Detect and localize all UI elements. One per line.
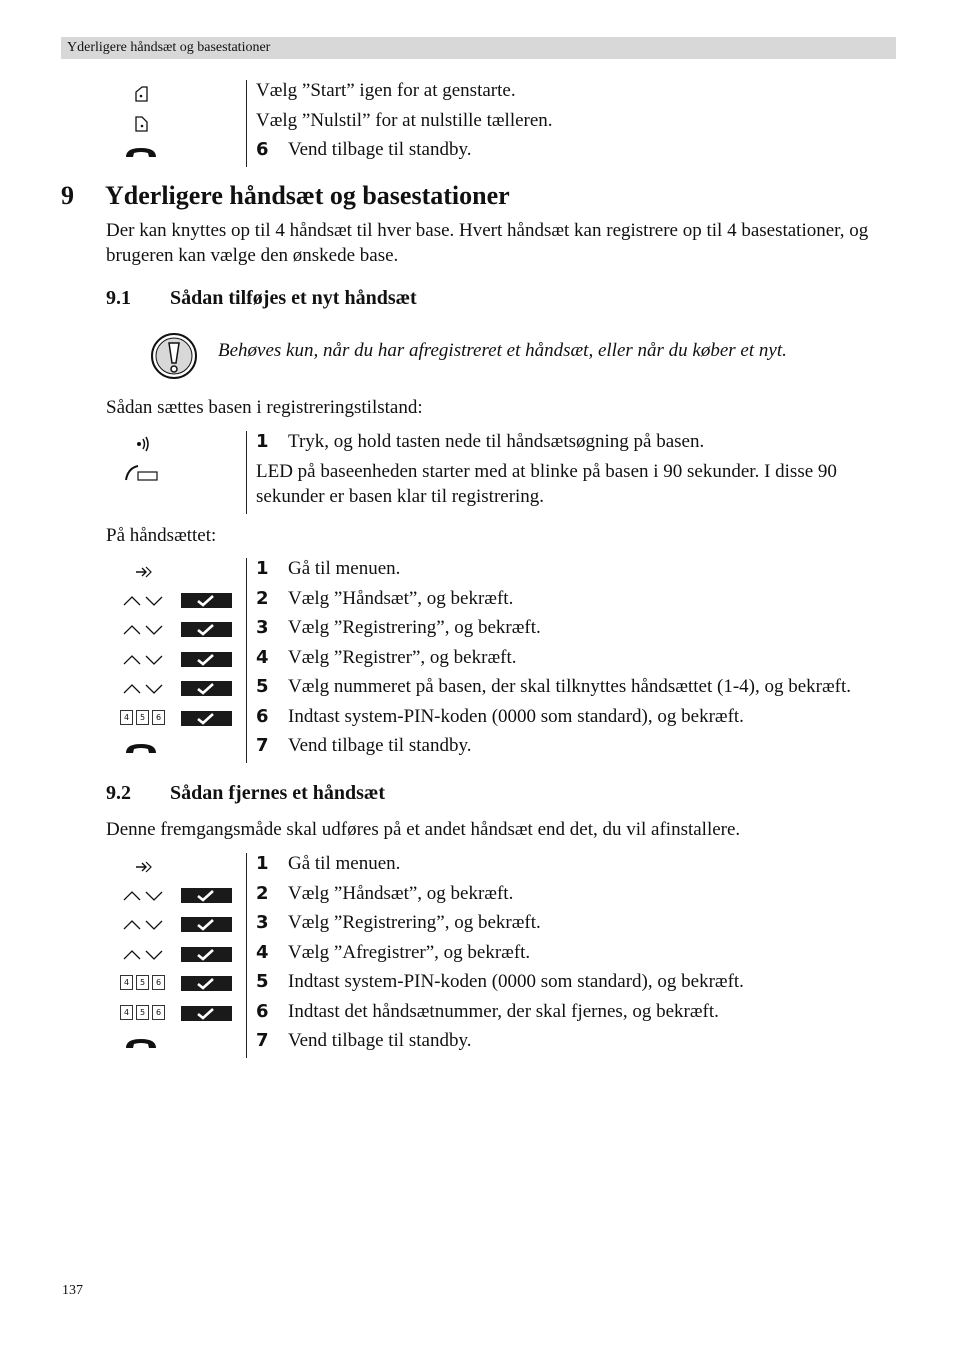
confirm-key-icon: [181, 652, 232, 667]
confirm-key-icon: [181, 622, 232, 637]
step-row: [106, 459, 896, 514]
step-number: 4: [256, 941, 269, 963]
digit-key: 6: [152, 710, 165, 725]
step-row: [106, 999, 896, 1029]
handset-base-icon: [124, 464, 160, 482]
digit-key: 4: [120, 1005, 133, 1020]
end-call-icon: [124, 1036, 158, 1052]
step-text: Gå til menuen.: [288, 558, 401, 579]
step-row: [106, 881, 896, 911]
digit-keys-icon: [120, 1005, 170, 1020]
step-number: 6: [256, 705, 269, 727]
step-row: [106, 586, 896, 616]
page-number: 137: [62, 1283, 83, 1298]
step-text: Vælg ”Registrering”, og bekræft.: [288, 912, 541, 933]
up-down-arrows-icon: [122, 594, 166, 608]
confirm-key-icon: [181, 888, 232, 903]
confirm-key-icon: [181, 711, 232, 726]
subsection-intro: Denne fremgangsmåde skal udføres på et andet håndsæt end det, du vil afinstallere.: [106, 819, 741, 840]
step-row: [106, 910, 896, 940]
step-number: 1: [256, 558, 269, 579]
subsection-number: 9.2: [106, 782, 131, 804]
step-number: 4: [256, 646, 269, 668]
digit-key: 6: [152, 1005, 165, 1020]
up-down-arrows-icon: [122, 918, 166, 932]
section-heading: [61, 181, 510, 211]
up-down-arrows-icon: [122, 682, 166, 696]
running-header: Yderligere håndsæt og basestationer: [61, 37, 896, 59]
up-down-arrows-icon: [122, 889, 166, 903]
step-text: Vælg ”Nulstil” for at nulstille tælleren.: [256, 109, 553, 131]
digit-key: 5: [136, 975, 149, 990]
step-number: 2: [256, 587, 269, 609]
step-row: [106, 1028, 896, 1058]
confirm-key-icon: [181, 976, 232, 991]
step-text: Vælg ”Håndsæt”, og bekræft.: [288, 882, 514, 904]
handset-steps: [106, 556, 896, 763]
confirm-key-icon: [181, 917, 232, 932]
step-number: 3: [256, 617, 269, 638]
subsection-number: 9.1: [106, 287, 131, 309]
step-text: Vend tilbage til standby.: [288, 139, 472, 160]
step-text: Indtast system-PIN-koden (0000 som standard), og bekræft.: [288, 971, 744, 992]
step-row: [106, 78, 896, 108]
step-text: Vælg ”Afregistrer”, og bekræft.: [288, 941, 531, 963]
confirm-key-icon: [181, 681, 232, 696]
note-text: Behøves kun, når du har afregistreret et håndsæt, eller når du køber et nyt.: [218, 340, 787, 361]
step-text: Vend tilbage til standby.: [288, 1030, 472, 1051]
warning-icon: [150, 332, 200, 380]
step-text: LED på baseenheden starter med at blinke på basen i 90 sekunder. I disse 90 sekunder er basen klar til registrering.: [256, 460, 837, 507]
end-call-icon: [124, 145, 158, 161]
step-row: [106, 645, 896, 675]
step-row: [106, 108, 896, 138]
paging-icon: [136, 435, 152, 453]
step-text: Gå til menuen.: [288, 853, 401, 874]
step-text: Indtast det håndsætnummer, der skal fjernes, og bekræft.: [288, 1000, 719, 1022]
confirm-key-icon: [181, 947, 232, 962]
digit-key: 5: [136, 1005, 149, 1020]
step-number: 1: [256, 853, 269, 874]
step-text: Tryk, og hold tasten nede til håndsætsøgning på basen.: [288, 431, 705, 452]
subsection-heading: [106, 782, 385, 805]
base-steps: [106, 429, 896, 514]
up-down-arrows-icon: [122, 653, 166, 667]
step-number: 5: [256, 676, 269, 697]
step-row: [106, 851, 896, 881]
digit-key: 5: [136, 710, 149, 725]
digit-key: 6: [152, 975, 165, 990]
step-row: [106, 704, 896, 734]
section-title: Yderligere håndsæt og basestationer: [105, 181, 510, 210]
section-number: 9: [61, 181, 74, 210]
step-text: Vælg ”Registrering”, og bekræft.: [288, 617, 541, 638]
end-call-icon: [124, 741, 158, 757]
handset-intro: På håndsættet:: [106, 525, 217, 546]
step-number: 5: [256, 971, 269, 992]
step-text: Vend tilbage til standby.: [288, 735, 472, 756]
soft-key-right-icon: [134, 115, 150, 133]
remove-steps: [106, 851, 896, 1058]
menu-key-icon: [134, 858, 154, 876]
digit-keys-icon: [120, 975, 170, 990]
menu-key-icon: [134, 563, 154, 581]
step-text: Vælg ”Start” igen for at genstarte.: [256, 80, 516, 101]
subsection-title: Sådan tilføjes et nyt håndsæt: [170, 287, 417, 309]
subsection-heading: [106, 287, 417, 310]
step-number: 2: [256, 882, 269, 904]
step-row: [106, 940, 896, 970]
up-down-arrows-icon: [122, 948, 166, 962]
confirm-key-icon: [181, 593, 232, 608]
section-intro: Der kan knyttes op til 4 håndsæt til hver base. Hvert håndsæt kan registrere op til 4 basestationer, og brugeren kan vælge den ønskede base.: [106, 220, 869, 266]
step-row: [106, 969, 896, 999]
step-number: 6: [256, 1000, 269, 1022]
step-text: Indtast system-PIN-koden (0000 som standard), og bekræft.: [288, 705, 744, 727]
digit-keys-icon: [120, 710, 170, 725]
step-row: [106, 137, 896, 167]
step-text: Vælg ”Håndsæt”, og bekræft.: [288, 587, 514, 609]
step-number: 3: [256, 912, 269, 933]
step-number: 7: [256, 735, 269, 756]
step-number: 6: [256, 139, 269, 160]
digit-key: 4: [120, 975, 133, 990]
note-box: [150, 332, 900, 380]
top-steps: [106, 78, 896, 167]
step-row: [106, 733, 896, 763]
step-number: 7: [256, 1030, 269, 1051]
step-text: Vælg nummeret på basen, der skal tilknyttes håndsættet (1-4), og bekræft.: [288, 676, 852, 697]
step-text: Vælg ”Registrer”, og bekræft.: [288, 646, 517, 668]
step-number: 1: [256, 431, 269, 452]
step-row: [106, 674, 896, 704]
up-down-arrows-icon: [122, 623, 166, 637]
step-row: [106, 429, 896, 459]
soft-key-left-icon: [134, 85, 150, 103]
base-intro: Sådan sættes basen i registreringstilstand:: [106, 397, 423, 418]
step-row: [106, 615, 896, 645]
digit-key: 4: [120, 710, 133, 725]
confirm-key-icon: [181, 1006, 232, 1021]
subsection-title: Sådan fjernes et håndsæt: [170, 782, 386, 804]
step-row: [106, 556, 896, 586]
